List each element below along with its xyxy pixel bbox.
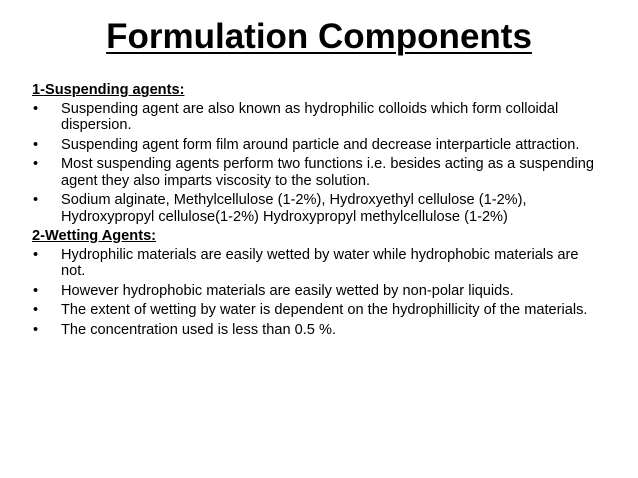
bullet-list-suspending-agents: [32, 101, 602, 226]
list-item: [32, 302, 602, 319]
list-item: [32, 156, 602, 189]
list-item-text: Most suspending agents perform two functions i.e. besides acting as a suspending agent they also imparts viscosity to the solution.: [61, 156, 594, 189]
section-heading-wetting-agents: 2-Wetting Agents:: [32, 228, 157, 244]
section-heading-suspending-agents: 1-Suspending agents:: [32, 82, 185, 98]
list-item: [32, 192, 602, 225]
bullet-icon: •: [33, 282, 39, 299]
list-item-text: Suspending agent are also known as hydrophilic colloids which form colloidal dispersion.: [61, 100, 559, 133]
bullet-icon: •: [33, 321, 39, 338]
list-item-text: However hydrophobic materials are easily wetted by non-polar liquids.: [61, 282, 514, 299]
list-item-text: The concentration used is less than 0.5 %.: [61, 321, 337, 338]
bullet-icon: •: [33, 192, 39, 208]
bullet-icon: •: [33, 136, 39, 153]
list-item-text: Hydrophilic materials are easily wetted by water while hydrophobic materials are not.: [61, 246, 579, 279]
bullet-list-wetting-agents: [32, 247, 602, 339]
list-item-text: Suspending agent form film around particle and decrease interparticle attraction.: [61, 136, 580, 153]
bullet-icon: •: [33, 156, 39, 172]
list-item: [32, 101, 602, 134]
list-item-text: The extent of wetting by water is dependent on the hydrophillicity of the materials.: [61, 302, 588, 318]
list-item: [32, 137, 602, 154]
list-item: [32, 247, 602, 280]
list-item-text: Sodium alginate, Methylcellulose (1-2%), Hydroxyethyl cellulose (1-2%), Hydroxypropyl cellulose(1-2%) Hydroxypropyl methylcellulose (1-2%): [61, 192, 527, 225]
list-item: [32, 283, 602, 300]
bullet-icon: •: [33, 302, 39, 318]
slide-content: [32, 82, 602, 341]
bullet-icon: •: [33, 246, 39, 263]
bullet-icon: •: [33, 100, 39, 117]
slide-title: Formulation Components: [106, 17, 532, 56]
list-item: [32, 322, 602, 339]
